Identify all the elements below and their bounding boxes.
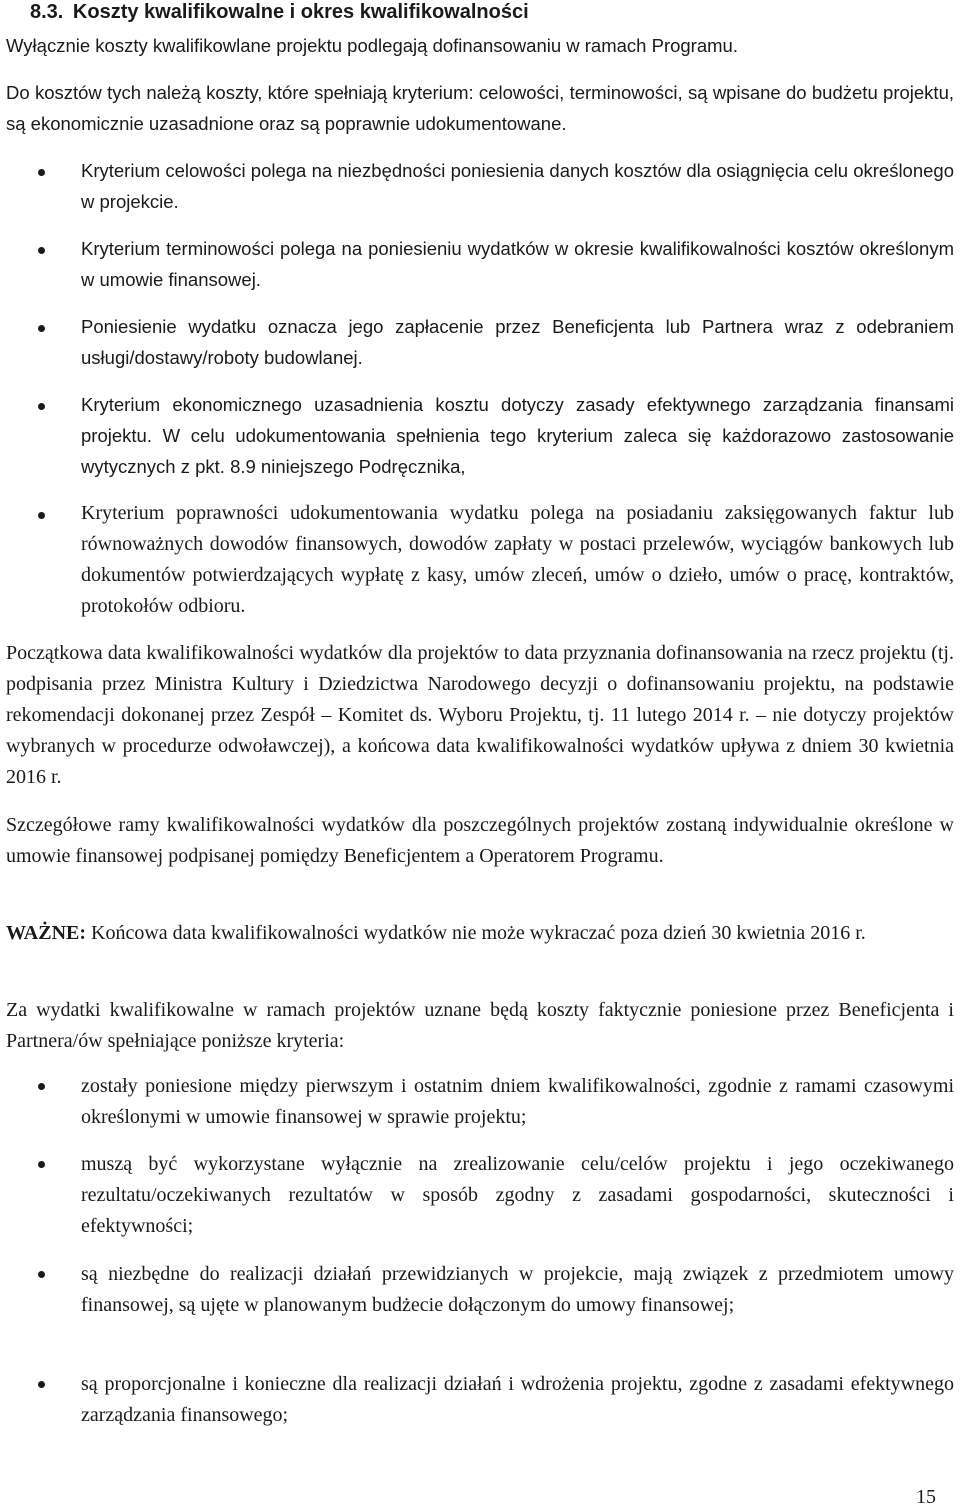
page-number: 15 xyxy=(916,1486,936,1508)
section-heading xyxy=(30,0,529,27)
section-number: 8.3. xyxy=(30,1,64,23)
intro-paragraph-1: Wyłącznie koszty kwalifikowlane projektu podlegają dofinansowaniu w ramach Programu. xyxy=(6,35,738,56)
eligible-intro: Za wydatki kwalifikowalne w ramach projektów uznane będą koszty faktycznie poniesione przez Beneficjenta i Partnera/ów spełniające poniższe kryteria: xyxy=(6,999,954,1052)
eligible-text: muszą być wykorzystane wyłącznie na zrealizowanie celu/celów projektu i jego oczekiwanego rezultatu/oczekiwanych rezultatów w sposób zgodny z zasadami gospodarności, skuteczności i efektywności; xyxy=(81,1153,954,1237)
bullet-icon xyxy=(38,1381,45,1388)
details-paragraph: Szczegółowe ramy kwalifikowalności wydatków dla poszczególnych projektów zostaną indywidualnie określone w umowie finansowej podpisanej pomiędzy Beneficjentem a Operatorem Programu. xyxy=(6,814,954,867)
section-title: Koszty kwalifikowalne i okres kwalifikowalności xyxy=(72,1,529,23)
bullet-icon xyxy=(38,325,45,332)
bullet-icon xyxy=(38,247,45,254)
period-paragraph: Początkowa data kwalifikowalności wydatków dla projektów to data przyznania dofinansowania na rzecz projektu (tj. podpisania przez Ministra Kultury i Dziedzictwa Narodowego decyzji o dofinansowaniu projektu, na podstawie rekomendacji dokonanej przez Zespół – Komitet ds. Wyboru Projektu, tj. 11 lutego 2014 r. – nie dotyczy projektów wybranych w procedurze odwoławczej), a końcowa data kwalifikowalności wydatków upływa z dniem 30 kwietnia 2016 r. xyxy=(6,642,954,788)
criterion-text: Kryterium ekonomicznego uzasadnienia kosztu dotyczy zasady efektywnego zarządzania finansami projektu. W celu udokumentowania spełnienia tego kryterium zaleca się każdorazowo zastosowanie wytycznych z pkt. 8.9 niniejszego Podręcznika, xyxy=(81,394,954,477)
criterion-text: Kryterium celowości polega na niezbędności poniesienia danych kosztów dla osiągnięcia celu określonego w projekcie. xyxy=(81,160,954,212)
eligible-text: są niezbędne do realizacji działań przewidzianych w projekcie, mają związek z przedmiotem umowy finansowej, są ujęte w planowanym budżecie dołączonym do umowy finansowej; xyxy=(81,1263,954,1316)
criterion-text: Kryterium poprawności udokumentowania wydatku polega na posiadaniu zaksięgowanych faktur lub równoważnych dowodów finansowych, dowodów zapłaty w postaci przelewów, wyciągów bankowych lub dokumentów potwierdzających wypłatę z kasy, umów zleceń, umów o dzieło, umów o pracę, kontraktów, protokołów odbioru. xyxy=(81,502,954,617)
bullet-icon xyxy=(38,1271,45,1278)
criterion-text: Poniesienie wydatku oznacza jego zapłacenie przez Beneficjenta lub Partnera wraz z odebraniem usługi/dostawy/roboty budowlanej. xyxy=(81,316,954,368)
important-note xyxy=(6,918,954,949)
eligible-text: zostały poniesione między pierwszym i ostatnim dniem kwalifikowalności, zgodnie z ramami czasowymi określonymi w umowie finansowej w sprawie projektu; xyxy=(81,1075,954,1128)
important-text: Końcowa data kwalifikowalności wydatków nie może wykraczać poza dzień 30 kwietnia 2016 r. xyxy=(86,922,866,944)
criterion-text: Kryterium terminowości polega na poniesieniu wydatków w okresie kwalifikowalności kosztów określonym w umowie finansowej. xyxy=(81,238,954,290)
bullet-icon xyxy=(38,512,45,519)
eligible-text: są proporcjonalne i konieczne dla realizacji działań i wdrożenia projektu, zgodne z zasadami efektywnego zarządzania finansowego; xyxy=(81,1373,954,1426)
intro-paragraph-2: Do kosztów tych należą koszty, które spełniają kryterium: celowości, terminowości, są wpisane do budżetu projektu, są ekonomicznie uzasadnione oraz są poprawnie udokumentowane. xyxy=(6,82,954,134)
bullet-icon xyxy=(38,403,45,410)
bullet-icon xyxy=(38,169,45,176)
bullet-icon xyxy=(38,1161,45,1168)
bullet-icon xyxy=(38,1083,45,1090)
important-label: WAŻNE: xyxy=(6,922,87,944)
